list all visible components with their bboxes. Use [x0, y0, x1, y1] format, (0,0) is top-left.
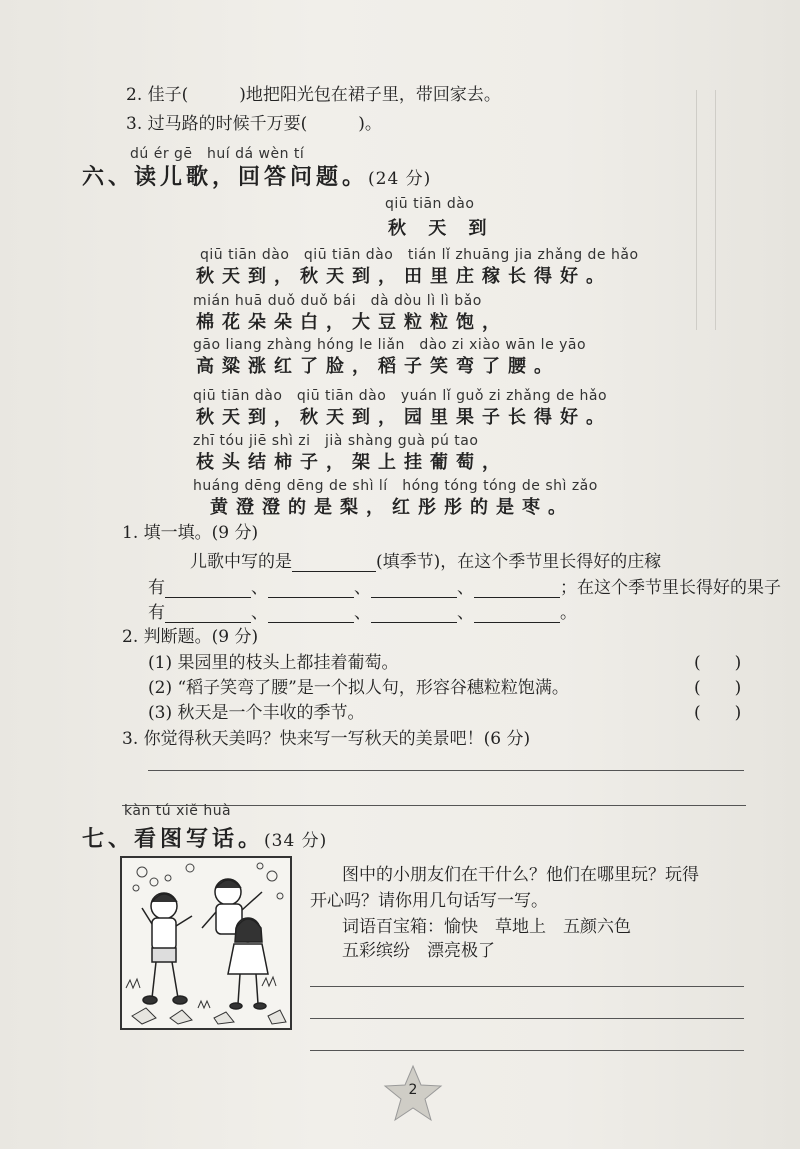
section6-pinyin: dú ér gē huí dá wèn tí: [130, 146, 305, 162]
bubble-icon: [267, 871, 277, 881]
section6-title-text: 六、读儿歌，回答问题。: [82, 164, 369, 190]
poem-line-3: 高粱涨红了脸，稻子笑弯了腰。: [196, 356, 560, 377]
bubble-icon: [137, 867, 147, 877]
fruit-blank-1[interactable]: [165, 606, 251, 623]
judge-paren-3[interactable]: ( ): [694, 703, 742, 723]
section7-score: (34 分): [264, 831, 328, 851]
page-number: 2: [408, 1082, 418, 1098]
q1-line1: [190, 547, 661, 572]
question-line-2: 2. 佳子( )地把阳光包在裙子里，带回家去。: [126, 85, 501, 105]
bubble-icon: [133, 885, 139, 891]
separator: 、: [251, 578, 268, 598]
writing-line-3[interactable]: [310, 1050, 744, 1051]
poem-pinyin-3: gāo liang zhàng hóng le liǎn dào zi xiào wān le yāo: [193, 337, 587, 353]
crop-blank-4[interactable]: [474, 581, 560, 598]
separator: 、: [354, 578, 371, 598]
fruit-blank-2[interactable]: [268, 606, 354, 623]
poem-line-4: 秋天到，秋天到，园里果子长得好。: [196, 407, 612, 428]
poem-pinyin-6: huáng dēng dēng de shì lí hóng tóng tóng de shì zǎo: [193, 478, 598, 494]
poem-pinyin-1: qiū tiān dào qiū tiān dào tián lǐ zhuāng jia zhǎng de hǎo: [200, 247, 639, 263]
word-bank-line-2: 五彩缤纷 漂亮极了: [342, 941, 495, 961]
section7-prompt-2: 开心吗？请你用几句话写一写。: [310, 891, 548, 911]
poem-line-5: 枝头结柿子，架上挂葡萄，: [196, 452, 508, 473]
q1-line2: [148, 573, 781, 598]
judge-item-2: (2) “稻子笑弯了腰”是一个拟人句，形容谷穗粒粒饱满。: [148, 678, 569, 698]
separator: 、: [354, 603, 371, 623]
poem-line-1: 秋天到，秋天到，田里庄稼长得好。: [196, 266, 612, 287]
season-blank[interactable]: [292, 555, 376, 572]
poem-pinyin-4: qiū tiān dào qiū tiān dào yuán lǐ guǒ zi zhǎng de hǎo: [193, 388, 608, 404]
judge-paren-2[interactable]: ( ): [694, 678, 742, 698]
bleed-through-frame: [696, 90, 716, 330]
q1-line3-start: 有: [148, 603, 165, 623]
bubble-icon: [150, 878, 158, 886]
illustration-svg: [122, 858, 290, 1028]
poem-title: 秋 天 到: [388, 218, 495, 239]
q1-label: 1. 填一填。(9 分): [122, 523, 259, 543]
separator: 、: [251, 603, 268, 623]
q2-label: 2. 判断题。(9 分): [122, 627, 259, 647]
bubble-icon: [277, 893, 283, 899]
q1-line3-end: 。: [560, 603, 577, 623]
separator: 、: [457, 578, 474, 598]
answer-line-1[interactable]: [148, 770, 744, 771]
poem-line-6: 黄澄澄的是梨，红彤彤的是枣。: [210, 497, 574, 518]
children-blowing-bubbles-illustration: [120, 856, 292, 1030]
poem-pinyin-2: mián huā duǒ duǒ bái dà dòu lì lì bǎo: [193, 293, 482, 309]
q1-line1-end: (填季节)，在这个季节里长得好的庄稼: [376, 552, 662, 572]
q1-line3: [148, 598, 577, 623]
section6-score: (24 分): [368, 169, 432, 189]
bubble-icon: [257, 863, 263, 869]
bubble-icon: [165, 875, 171, 881]
judge-item-3: (3) 秋天是一个丰收的季节。: [148, 703, 365, 723]
q3-label: 3. 你觉得秋天美吗？快来写一写秋天的美景吧！(6 分): [122, 729, 531, 749]
question-line-3: 3. 过马路的时候千万要( )。: [126, 114, 382, 134]
separator: 、: [457, 603, 474, 623]
poem-title-pinyin: qiū tiān dào: [385, 196, 475, 212]
judge-item-1: (1) 果园里的枝头上都挂着葡萄。: [148, 653, 399, 673]
crop-blank-1[interactable]: [165, 581, 251, 598]
bubble-icon: [186, 864, 194, 872]
q1-line2-end: ；在这个季节里长得好的果子: [560, 578, 781, 598]
word-bank-line-1: 词语百宝箱：愉快 草地上 五颜六色: [342, 917, 631, 937]
writing-line-2[interactable]: [310, 1018, 744, 1019]
section7-title-text: 七、看图写话。: [82, 826, 265, 852]
poem-pinyin-5: zhī tóu jiē shì zi jià shàng guà pú tao: [193, 433, 479, 449]
poem-line-2: 棉花朵朵白，大豆粒粒饱，: [196, 312, 508, 333]
q1-line2-start: 有: [148, 578, 165, 598]
crop-blank-2[interactable]: [268, 581, 354, 598]
section6-title: [82, 160, 431, 191]
fruit-blank-4[interactable]: [474, 606, 560, 623]
q1-line1-start: 儿歌中写的是: [190, 552, 292, 572]
writing-line-1[interactable]: [310, 986, 744, 987]
judge-paren-1[interactable]: ( ): [694, 653, 742, 673]
section7-prompt-1: 图中的小朋友们在干什么？他们在哪里玩？玩得: [342, 865, 699, 885]
crop-blank-3[interactable]: [371, 581, 457, 598]
fruit-blank-3[interactable]: [371, 606, 457, 623]
section7-title: [82, 822, 327, 853]
section7-pinyin: kàn tú xiě huà: [124, 803, 232, 819]
